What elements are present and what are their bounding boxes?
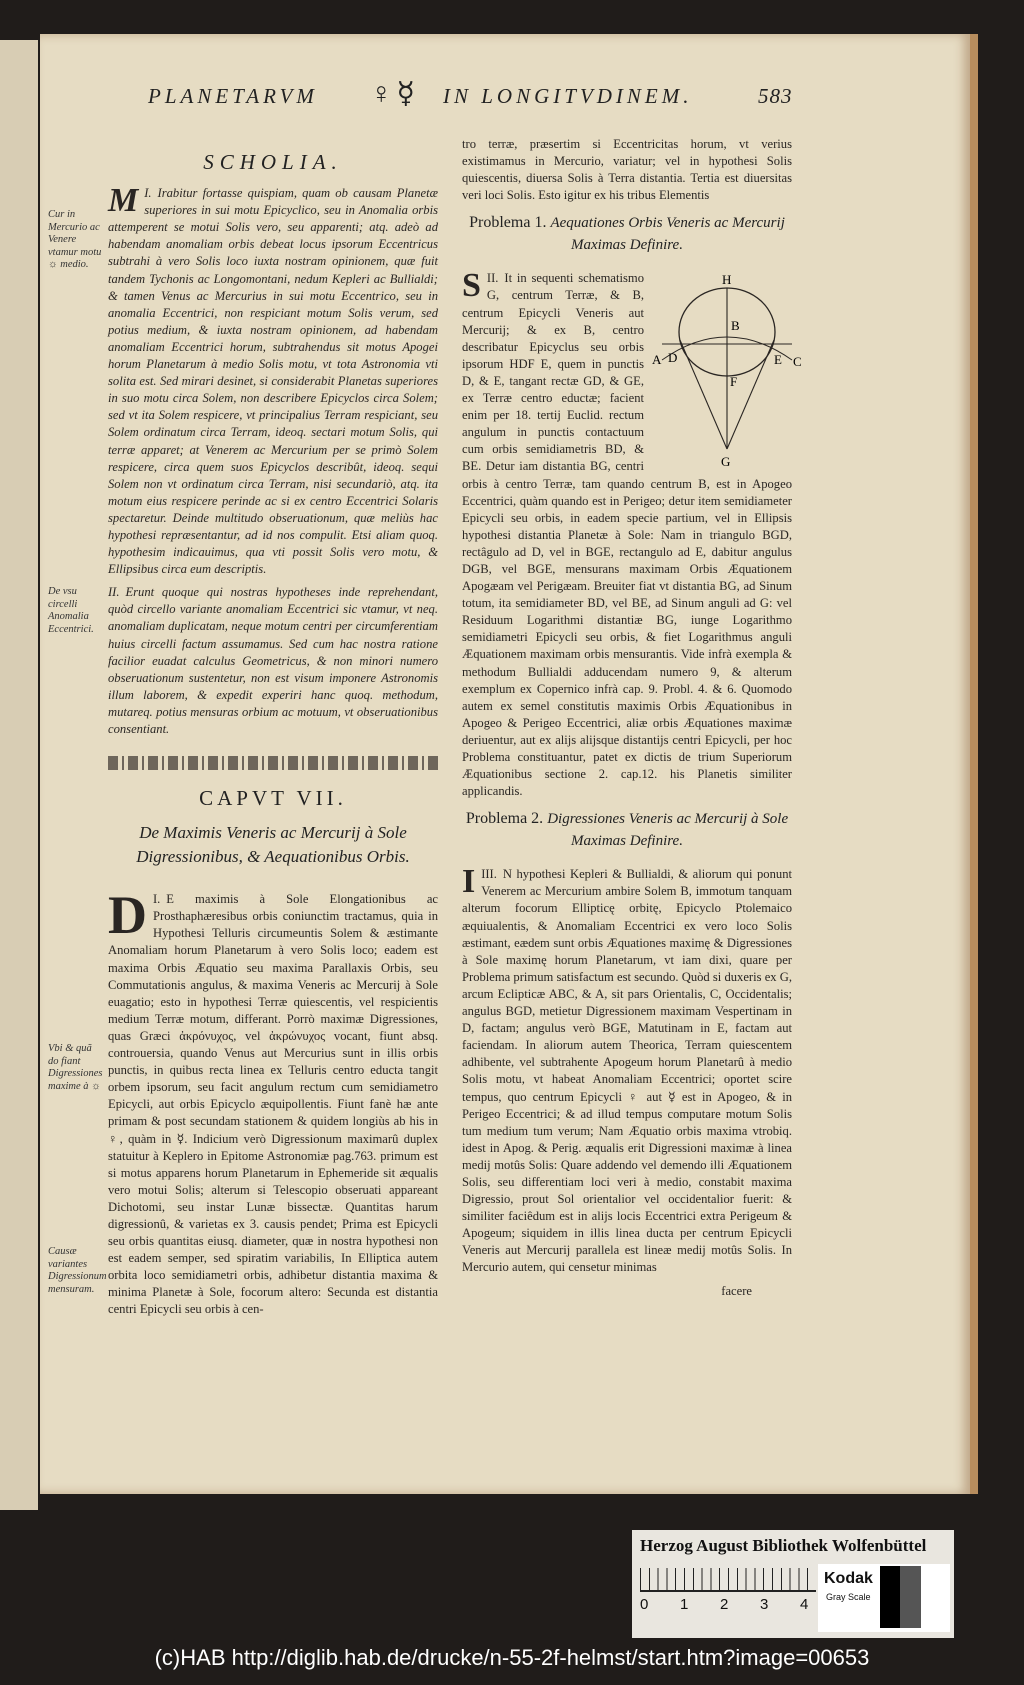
margin-note-4: Causæ variantes Digressionum mensuram. bbox=[48, 1246, 107, 1295]
problem-2-title: Digressiones Veneris ac Mercurij à Sole Maximas Definire. bbox=[547, 811, 789, 850]
chapter-paragraph-1 bbox=[48, 885, 438, 1318]
initial-letter: M bbox=[108, 182, 139, 220]
library-name: Herzog August Bibliothek Wolfenbüttel bbox=[640, 1536, 927, 1555]
epicycle-diagram bbox=[652, 274, 802, 468]
library-color-card bbox=[632, 1530, 954, 1638]
label-h: H bbox=[722, 274, 732, 288]
paragraph-number: III. bbox=[481, 867, 497, 882]
label-d: D bbox=[668, 350, 678, 366]
kodak-label: Kodak bbox=[824, 1570, 873, 1587]
chapter-heading: CAPVT VII. bbox=[199, 786, 347, 811]
ruler-number: 3 bbox=[760, 1596, 769, 1613]
image-credit: (c)HAB http://diglib.hab.de/drucke/n-55-2f-helmst/start.htm?image=00653 bbox=[154, 1645, 870, 1670]
initial-letter: I bbox=[462, 863, 476, 901]
scholia-paragraph-1 bbox=[48, 182, 438, 578]
label-a: A bbox=[652, 352, 662, 368]
paragraph-text: Irabitur fortasse quispiam, quam ob causam Planetæ superiores in sui motu Epicyclico, seu in Anomalia orbis attemperent se motui Solis vero, seu apparenti; atq. adeò ad habendam anomaliam orbis debeat locus ipsorum Eccentricus subtrahi à vero Solis loco iuxta nostram opinionem, quæ fuit tandem Tychonis ac Longomontani, nedum Kepleri ac Bullialdi; & tamen Venus ac Mercurius in sui motu Eccentrico, seu in anomalia Eccentrici, non respiciant motum Solis verum, sed potius medium, & iuxta nostram opinionem, ad habendam anomaliam Eccentrici horum, subtrahendus sit motus Apogei horum Planetarum à medio Solis motu, vt tota Astronomia vti solita est. Sed mirari desinet, si considerabit Planetas superiores in suo motu circa Solem, non describere Epicyclos circa Solem; sed vt ita Solem respicere, vt principalius Terram respiciant, seu Solem ordinatum circa Terram, ideoq. sectari motum Solis, qui terræ apparet; at Venerem ac Mercurium per se primò Solem respicere, circa quem suos Epicyclos describût, ideoq. sequi Solem non vt ordinatum circa Terram, nisi secundariò, atq. ita motum eius respicere perinde ac si ex centro Eccentrici Solaris spectaretur. Deinde multitudo obseruationum, quæ meliùs hac hypothesi repræsentantur, ad id nos compulit. Etsi aliam quoq. hypothesim indicauimus, qua vti possit Solis vero motu, & Ellipsibus circa eum descriptis. bbox=[108, 186, 438, 577]
running-header bbox=[108, 78, 928, 112]
paragraph-text: E maximis à Sole Elongationibus ac Prosthaphæresibus orbis coniunctim tractamus, quia in Hypothesi Telluris circumeuntis Solem & æstimante Anomaliam horum Planetarum à vero Solis loco; eadem est maxima Orbis Æquatio seu maxima Parallaxis Orbis, seu Commutationis angulus, & maxima Veneris ac Mercurij à Sole euagatio; esto in hypothesi Terræ quiescentis, vel respicientis medium Terræ motum, differant. Porrò maximæ Digressiones, quas Græci ἀκρόνυχος, vel ἀκρώνυχος vocant, fiunt absq. controuersia, quando Venus aut Mercurius sunt in illis orbis punctis, in quibus recta linea ex Telluris centro educta tangit orbem ipsorum, seu facit angulum rectum cum semidiametro Epicycli, aut orbis Epicyclo æquipollentis. Fiunt fanè hæ ante primam & post secundam stationem & quidem longiùs ab his in ♀, quàm in ☿. Indicium verò Digressionum maximarû duplex statuitur à Keplero in Epitome Astronomiæ pag.763. primum est si motus apparens horum Planetarum in Ephemeride sit æqualis vero motui Solis; alterum si Telescopio obseruati appareant Dichotomi, seu instar Lunæ bissectæ. Quantitas harum digressionû, & varietas ex 3. causis pendet; Prima est Epicycli seu orbis quantitas eiusq. diameter, quæ in nostra hypothesi non est eadem semper, sed spiratim variabilis, In Elliptica autem orbita loco semidiametri orbis, adhibetur distantia maxima & minima Planetæ à Sole, focorum altero: Secunda est distantia centri Epicycli seu orbis à cen- bbox=[108, 892, 438, 1317]
problem-1-paragraph bbox=[462, 267, 802, 800]
page-number: 583 bbox=[758, 84, 793, 108]
left-column bbox=[48, 150, 438, 1325]
margin-note-1: Cur in Mercurio ac Venere vtamur motu ☼ medio. bbox=[48, 209, 102, 271]
ornament-band bbox=[108, 756, 438, 770]
problem-1-title: Aequationes Orbis Veneris ac Mercurij Maximas Definire. bbox=[550, 215, 785, 254]
initial-letter: S bbox=[462, 267, 481, 305]
previous-page-edge bbox=[0, 40, 38, 1510]
label-e: E bbox=[774, 352, 782, 368]
scale-ruler bbox=[640, 1568, 816, 1592]
scholia-paragraph-2 bbox=[48, 584, 438, 738]
ruler-number: 0 bbox=[640, 1596, 649, 1613]
gray-scale-label: Gray Scale bbox=[826, 1592, 871, 1602]
label-b: B bbox=[731, 318, 740, 334]
initial-letter: D bbox=[108, 885, 147, 946]
gray-patches bbox=[880, 1566, 946, 1628]
problem-2-paragraph bbox=[462, 863, 792, 1276]
paragraph-text: Erunt quoque qui nostras hypotheses inde reprehendant, quòd circello variante anomaliam Eccentrici sic vtamur, vt neq. anomaliam duplicatam, neque motum centri per circumferentiam huius circelli factum assumamus. Sed cum hac nostra ratione facilior euadat calculus Geometricus, & non minori numero obseruationum sustentetur, non est visum imponere Astronomis illum laborem, & expedit experiri hanc quoq. methodum, mutareq. potius mensuras orbium ac motuum, vt obseruationibus consentiant. bbox=[108, 585, 438, 736]
ruler-number: 2 bbox=[720, 1596, 729, 1613]
label-f: F bbox=[730, 374, 738, 390]
paragraph-number: I. bbox=[153, 892, 161, 907]
problem-2-heading bbox=[462, 808, 792, 852]
label-c: C bbox=[793, 354, 802, 370]
scholia-heading: SCHOLIA. bbox=[203, 150, 343, 174]
ruler-number: 1 bbox=[680, 1596, 689, 1613]
problem-1-label: Problema 1. bbox=[469, 214, 547, 232]
header-right: IN LONGITVDINEM. bbox=[443, 84, 693, 108]
kodak-gray-scale bbox=[818, 1564, 950, 1632]
paragraph-number: II. bbox=[486, 271, 499, 286]
chapter-title: De Maximis Veneris ac Mercurij à Sole Digressionibus, & Aequationibus Orbis. bbox=[136, 823, 410, 867]
paragraph-number: II. bbox=[108, 585, 120, 600]
ruler-number: 4 bbox=[800, 1596, 809, 1613]
label-g: G bbox=[721, 454, 731, 469]
problem-1-heading bbox=[462, 212, 792, 256]
catchword: facere bbox=[721, 1283, 752, 1298]
margin-note-2: De vsu circelli Anomalia Eccentrici. bbox=[48, 586, 94, 635]
paragraph-text: N hypothesi Kepleri & Bullialdi, & aliorum qui ponunt Venerem ac Mercurium ambire Solem B, immotum tanquam alterum focorum Ellipticę orbitę, Epicyclo Ptolemaico æquiualentis, & Anomaliam Eccentrici ex vero loco Solis æstimant, eædem sunt orbis Æquationes maximę & Digressiones à Sole maximę horum Planetarum, vt iam dixi, quare per Problema primum satisfactum est secundo. Quòd si duxeris ex G, arcum Eclipticæ ABC, & A, sit pars Orientalis, C, Occidentalis; angulus BGD, metietur Digressionem maximam Vespertinam in D, factam; angulus verò BGE, Matutinam in E, factam aut faciendam. In aliorum autem Theorica, Terram quiescentem adhibente, vel subtrahente Apogeum horum Planetarû à medio Solis motu, vt habeat Anomaliam Eccentrici; oportet scire tempus, quo centrum Epicycli ♀ aut ☿ est in Apogeo, & in Perigeo Eccentrici; & ad illud tempus computare motum Solis tum medium tum verum; Nam Æquatio orbis maxima vtrobiq. idest in Apog. & Perig. æqualis erit Digressioni maximæ à linea medij motûs Solis: Quare addendo vel demendo illi Æquationem Solis, seu differentiam loci veri à medio, constabit maxima Digressio, prout Sol orientalior vel occidentalior fuerit: & similiter faciêdum est in alijs locis Eccentrici extra Perigeum & Apogeum; siquidem in illis linea ducta per centrum Epicycli Veneris aut Mercurij parallela est lineæ medij motûs Solis. In Mercurio autem, qui censetur minimas bbox=[462, 867, 792, 1275]
header-left: PLANETARVM bbox=[148, 84, 318, 108]
problem-2-label: Problema 2. bbox=[465, 810, 544, 828]
margin-note-3: Vbi & quã do fiant Digressiones maxime à ☼ bbox=[48, 1043, 103, 1092]
planet-symbols: ♀☿ bbox=[370, 77, 419, 110]
paragraph-number: I. bbox=[144, 186, 152, 201]
continued-text: tro terræ, præsertim si Eccentricitas horum, vt verius existimamus in Mercurio, variatur; vel in hypothesi Solis quiescentis, diuersa Solis à Terra distantia. Tertia est diuersitas veri loci Solis. Esto igitur ex his tribus Elementis bbox=[462, 137, 792, 203]
right-column bbox=[462, 136, 802, 1306]
paragraph-text: It in sequenti schematismo G, centrum Terræ, & B, centrum Epicycli Veneris aut Mercurij; & ex B, centro describatur Epicyclus seu orbis ipsorum HDF E, quem in punctis D, & E, tangant rectæ GD, & GE, ex Terræ centro eductæ; facient enim per 18. tertij Euclid. rectum angulum in punctis contactuum cum orbis semidiametris BD, & BE. Detur iam distantia BG, centri orbis à centro Terræ, tam quando centrum B, est in Apogeo Eccentrici, quàm quando est in Perigeo; detur item semidiameter Epicycli seu orbis, in eadem specie partium, vel in Ellipsis hypothesi distantia Planetæ à Sole: Nam in triangulo BGD, rectâgulo ad D, vel in BGE, rectangulo ad E, dabitur angulus DGB, vel BGE, mensurans maximam Orbis Æquationem Apogæam vel Perigæam. Breuiter fiat vt distantia BG, ad Sinum totum, ita semidiameter BD, vel BE, ad Sinum anguli ad G: vel Residuum Logarithmi distantiæ BG, iunge Logarithmo semidiametri Epicycli seu orbis, & fiet Logarithmus anguli Æquationem maximam orbis mensurantis. Vide infrà exempla & methodum Bullialdi adducendam numero 9, & alterum exemplum ex Copernico infrà cap. 9. Probl. 4. & 6. Quomodo autem ex semel constitutis maximis Orbis Æquationibus in Apogeo & Perigeo Eccentrici, aliæ orbis Æquationes maximæ deriuentur, aut ex alijs alijsque distantijs centri Epicycli, per hoc Problema constituantur, patet ex dictis de trium Superiorum Æquationibus sectione 2. cap.12. his Planetis similiter applicandis. bbox=[462, 271, 792, 799]
